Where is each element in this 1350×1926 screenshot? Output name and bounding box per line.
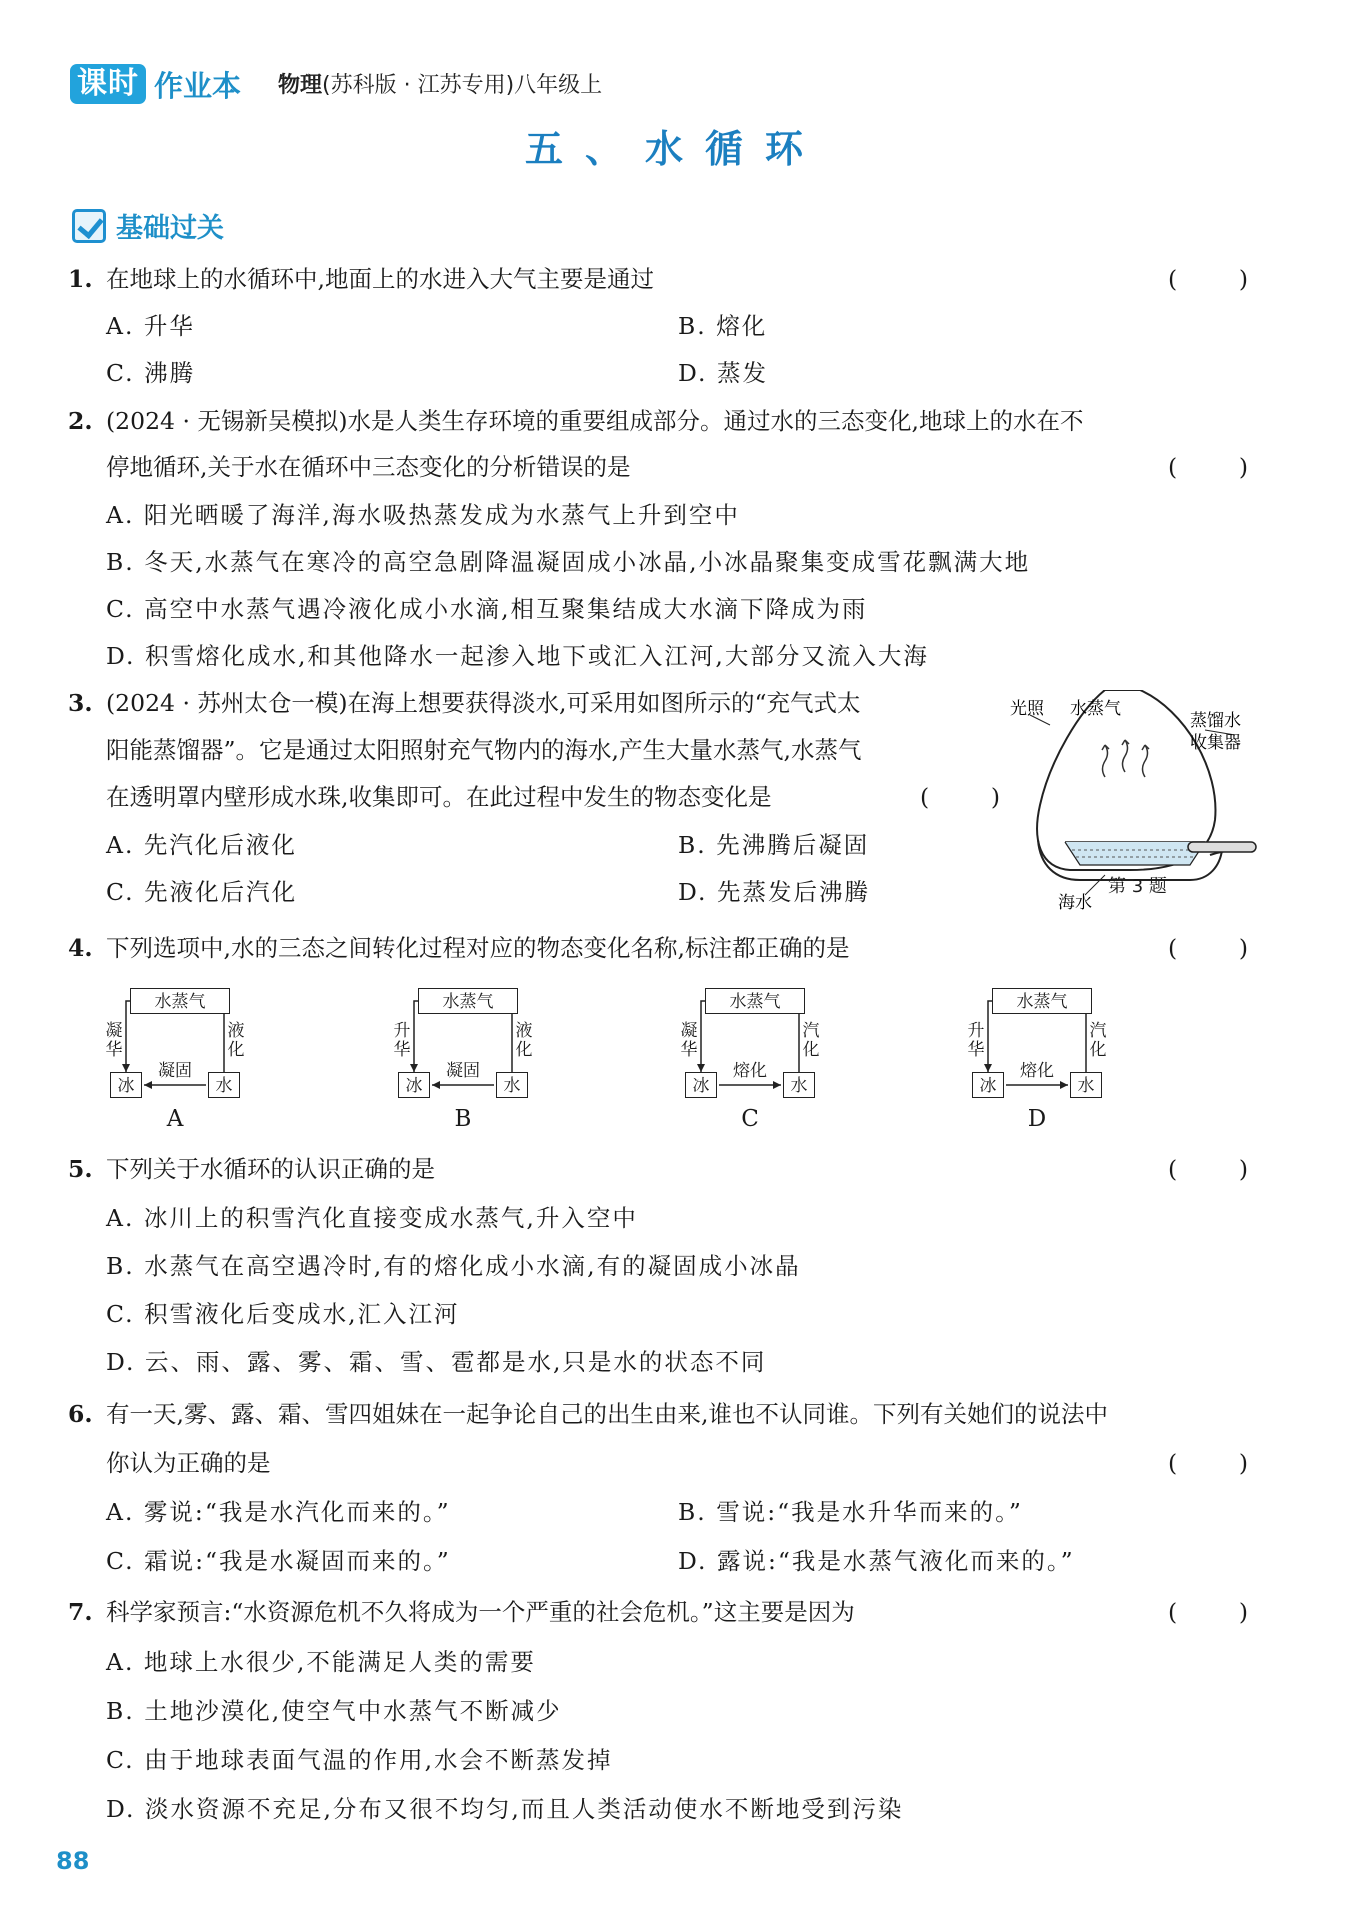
question-text: (2024 · 无锡新吴模拟)水是人类生存环境的重要组成部分。通过水的三态变化,地球上的水在不 xyxy=(106,407,1084,435)
state-diagram-a xyxy=(100,988,250,1148)
option: A. 升华 xyxy=(106,312,195,340)
option: D. 积雪熔化成水,和其他降水一起渗入地下或汇入江河,大部分又流入大海 xyxy=(106,642,929,670)
paren-open: ( xyxy=(1168,934,1178,962)
option: A. 冰川上的积雪汽化直接变成水蒸气,升入空中 xyxy=(106,1204,638,1232)
question-text: 下列选项中,水的三态之间转化过程对应的物态变化名称,标注都正确的是 xyxy=(106,934,850,962)
paren-open: ( xyxy=(1168,1449,1178,1477)
diagram-letter: D xyxy=(1027,1106,1047,1132)
state-diagram-b xyxy=(388,988,538,1148)
label-bottom-process: 凝固 xyxy=(446,1061,480,1081)
question-text: 在透明罩内壁形成水珠,收集即可。在此过程中发生的物态变化是 xyxy=(106,783,772,811)
option: C. 由于地球表面气温的作用,水会不断蒸发掉 xyxy=(106,1746,613,1774)
box-water: 水 xyxy=(496,1072,528,1098)
option: B. 先沸腾后凝固 xyxy=(678,831,870,859)
option: D. 淡水资源不充足,分布又很不均匀,而且人类活动使水不断地受到污染 xyxy=(106,1795,904,1823)
option: A. 先汽化后液化 xyxy=(106,831,297,859)
option: D. 先蒸发后沸腾 xyxy=(678,878,870,906)
box-water: 水 xyxy=(783,1072,815,1098)
question-number: 3. xyxy=(68,689,93,717)
brand-name: 作业本 xyxy=(154,68,242,103)
checkbox-icon xyxy=(72,209,106,243)
state-diagram-d xyxy=(962,988,1112,1148)
question-number: 4. xyxy=(68,934,93,962)
paren-close: ) xyxy=(1238,453,1248,481)
diagram-letter: A xyxy=(166,1106,184,1132)
paren-close: ) xyxy=(1238,1155,1248,1183)
label-right-process: 汽化 xyxy=(1089,1021,1107,1060)
box-ice: 冰 xyxy=(398,1072,430,1098)
label-right-process: 液化 xyxy=(515,1021,533,1060)
brand-logo: 课时 xyxy=(70,64,146,104)
box-ice: 冰 xyxy=(110,1072,142,1098)
box-vapor: 水蒸气 xyxy=(992,988,1092,1014)
option: C. 高空中水蒸气遇冷液化成小水滴,相互聚集结成大水滴下降成为雨 xyxy=(106,595,868,623)
option: B. 水蒸气在高空遇冷时,有的熔化成小水滴,有的凝固成小冰晶 xyxy=(106,1252,801,1280)
box-vapor: 水蒸气 xyxy=(418,988,518,1014)
answer-blank[interactable] xyxy=(1168,933,1248,963)
label-vapor: 水蒸气 xyxy=(1070,699,1121,719)
option: D. 云、雨、露、雾、霜、雪、雹都是水,只是水的状态不同 xyxy=(106,1348,767,1376)
question-number: 6. xyxy=(68,1400,93,1428)
box-ice: 冰 xyxy=(685,1072,717,1098)
paren-close: ) xyxy=(1238,934,1248,962)
question-number: 7. xyxy=(68,1598,93,1626)
paren-open: ( xyxy=(1168,453,1178,481)
box-water: 水 xyxy=(208,1072,240,1098)
paren-open: ( xyxy=(1168,1598,1178,1626)
box-water: 水 xyxy=(1070,1072,1102,1098)
book-info xyxy=(278,68,602,99)
diagram-letter: C xyxy=(741,1106,759,1132)
option: B. 雪说:“我是水升华而来的。” xyxy=(678,1498,1023,1526)
option: A. 阳光晒暖了海洋,海水吸热蒸发成为水蒸气上升到空中 xyxy=(106,501,740,529)
question-text: (2024 · 苏州太仓一模)在海上想要获得淡水,可采用如图所示的“充气式太 xyxy=(106,689,861,717)
option: D. 露说:“我是水蒸气液化而来的。” xyxy=(678,1547,1075,1575)
question-text: 科学家预言:“水资源危机不久将成为一个严重的社会危机。”这主要是因为 xyxy=(106,1598,855,1626)
option: C. 霜说:“我是水凝固而来的。” xyxy=(106,1547,451,1575)
question-text: 在地球上的水循环中,地面上的水进入大气主要是通过 xyxy=(106,265,654,293)
page-number: 88 xyxy=(56,1847,90,1875)
question-number: 1. xyxy=(68,265,93,293)
label-left-process: 升华 xyxy=(393,1021,411,1060)
paren-close: ) xyxy=(1238,265,1248,293)
paren-open: ( xyxy=(920,783,930,811)
label-collector-1: 蒸馏水 xyxy=(1190,711,1241,731)
question-text: 你认为正确的是 xyxy=(106,1449,271,1477)
paren-open: ( xyxy=(1168,1155,1178,1183)
label-bottom-process: 熔化 xyxy=(733,1061,767,1081)
box-vapor: 水蒸气 xyxy=(705,988,805,1014)
option: B. 冬天,水蒸气在寒冷的高空急剧降温凝固成小冰晶,小冰晶聚集变成雪花飘满大地 xyxy=(106,548,1031,576)
paren-open: ( xyxy=(1168,265,1178,293)
question-text: 停地循环,关于水在循环中三态变化的分析错误的是 xyxy=(106,453,631,481)
question-text: 有一天,雾、露、霜、雪四姐妹在一起争论自己的出生由来,谁也不认同谁。下列有关她们的说法中 xyxy=(106,1400,1108,1428)
question-number: 2. xyxy=(68,407,93,435)
answer-blank[interactable] xyxy=(920,782,1000,812)
subject: 物理 xyxy=(278,73,323,98)
option: C. 沸腾 xyxy=(106,359,196,387)
diagram-letter: B xyxy=(454,1106,472,1132)
label-right-process: 汽化 xyxy=(802,1021,820,1060)
section-label: 基础过关 xyxy=(116,213,224,244)
box-ice: 冰 xyxy=(972,1072,1004,1098)
figure-caption: 第 3 题 xyxy=(1108,876,1167,897)
paren-close: ) xyxy=(990,783,1000,811)
edition: (苏科版 · 江苏专用)八年级上 xyxy=(322,73,603,98)
label-bottom-process: 凝固 xyxy=(158,1061,192,1081)
option: B. 土地沙漠化,使空气中水蒸气不断减少 xyxy=(106,1697,562,1725)
label-left-process: 凝华 xyxy=(105,1021,123,1060)
option: A. 地球上水很少,不能满足人类的需要 xyxy=(106,1648,536,1676)
box-vapor: 水蒸气 xyxy=(130,988,230,1014)
question-number: 5. xyxy=(68,1155,93,1183)
page-title: 五、水循环 xyxy=(524,126,825,171)
option: C. 先液化后汽化 xyxy=(106,878,298,906)
paren-close: ) xyxy=(1238,1598,1248,1626)
answer-blank[interactable] xyxy=(1168,1154,1248,1184)
option: C. 积雪液化后变成水,汇入江河 xyxy=(106,1300,460,1328)
question-text: 阳能蒸馏器”。它是通过太阳照射充气物内的海水,产生大量水蒸气,水蒸气 xyxy=(106,736,862,764)
state-diagram-c xyxy=(675,988,825,1148)
answer-blank[interactable] xyxy=(1168,264,1248,294)
label-left-process: 凝华 xyxy=(680,1021,698,1060)
brand xyxy=(70,64,241,104)
answer-blank[interactable] xyxy=(1168,1448,1248,1478)
option: D. 蒸发 xyxy=(678,359,768,387)
label-right-process: 液化 xyxy=(227,1021,245,1060)
label-bottom-process: 熔化 xyxy=(1020,1061,1054,1081)
paren-close: ) xyxy=(1238,1449,1248,1477)
question-text: 下列关于水循环的认识正确的是 xyxy=(106,1155,435,1183)
label-collector-2: 收集器 xyxy=(1190,733,1241,753)
label-left-process: 升华 xyxy=(967,1021,985,1060)
label-light: 光照 xyxy=(1010,699,1044,719)
option: B. 熔化 xyxy=(678,312,768,340)
answer-blank[interactable] xyxy=(1168,1597,1248,1627)
answer-blank[interactable] xyxy=(1168,452,1248,482)
option: A. 雾说:“我是水汽化而来的。” xyxy=(106,1498,451,1526)
section-heading xyxy=(72,206,224,245)
label-sea: 海水 xyxy=(1058,893,1092,910)
